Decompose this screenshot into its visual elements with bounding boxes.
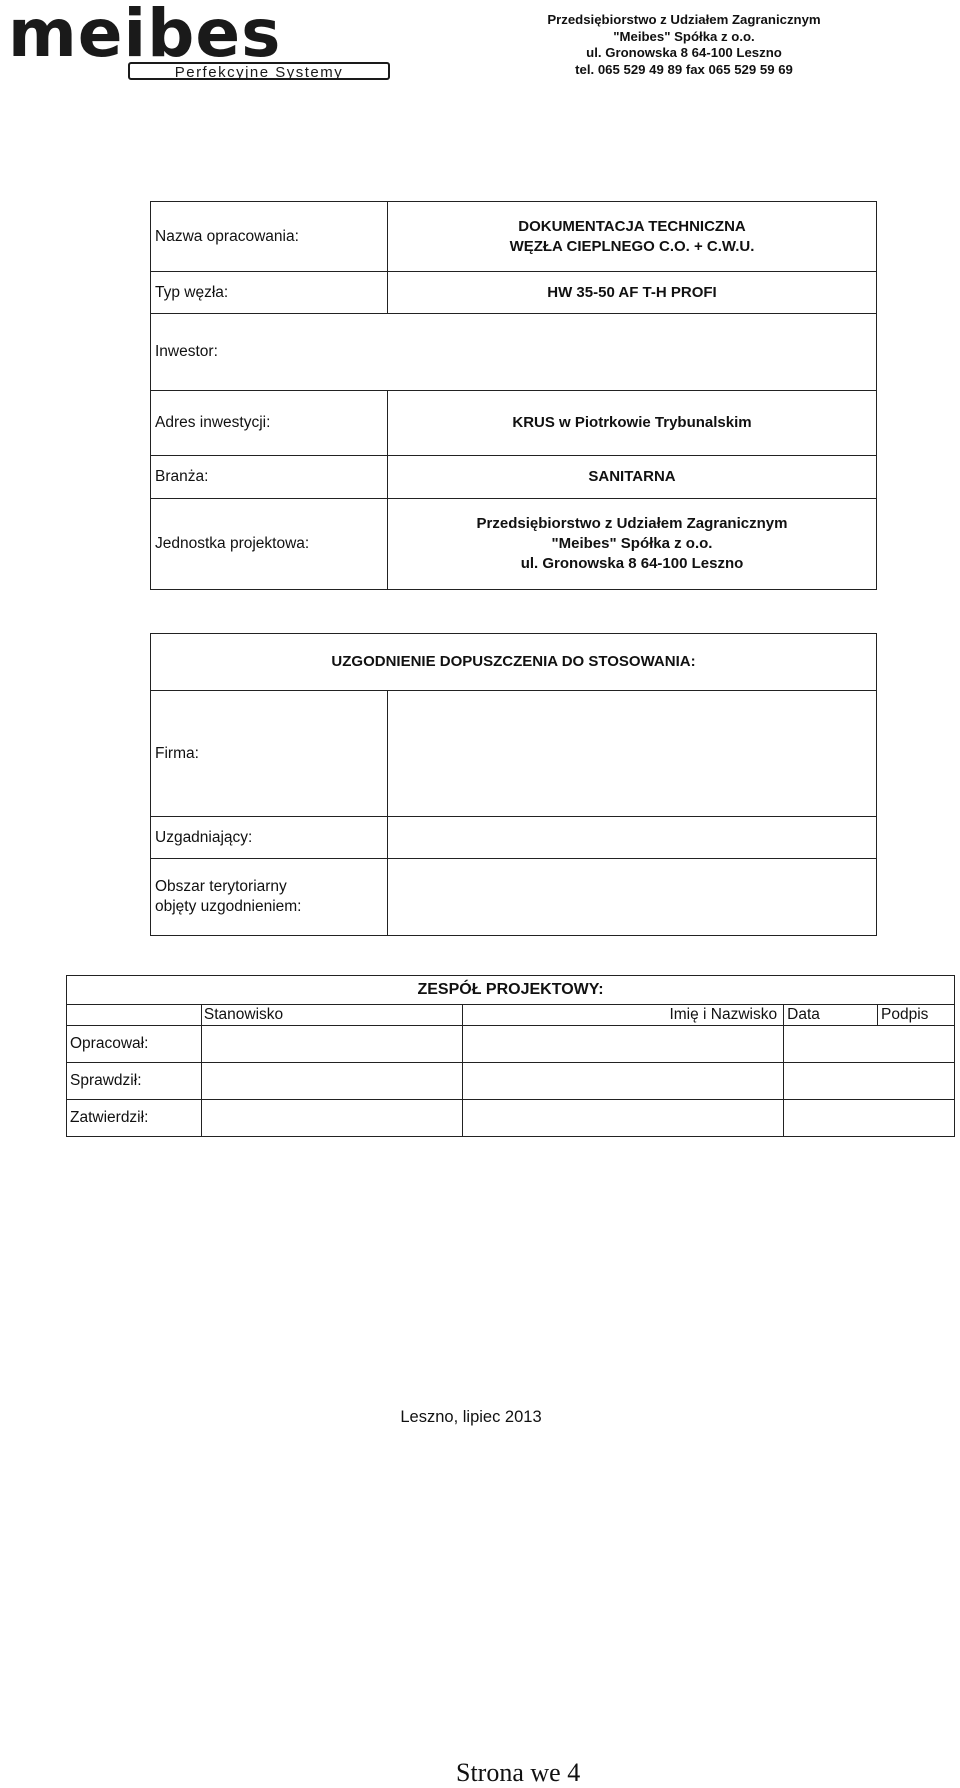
- jednostka-line-3: ul. Gronowska 8 64-100 Leszno: [520, 555, 744, 572]
- table-row: [151, 634, 877, 691]
- obszar-label: [151, 859, 388, 936]
- cell-input[interactable]: [201, 1100, 462, 1137]
- design-team-table: [66, 975, 955, 1137]
- row-opracowal: Opracował:: [67, 1026, 202, 1063]
- cell-input[interactable]: [784, 1063, 955, 1100]
- nazwa-value: [388, 202, 877, 272]
- col-stanowisko: Stanowisko: [201, 1005, 462, 1026]
- nazwa-value-line-2: WĘZŁA CIEPLNEGO C.O. + C.W.U.: [509, 237, 755, 255]
- table-row: [67, 1063, 955, 1100]
- obszar-label-line-1: Obszar terytoriarny: [155, 878, 287, 895]
- cell-input[interactable]: [784, 1100, 955, 1137]
- uzgadniajacy-field[interactable]: [388, 817, 877, 859]
- row-zatwierdzil: Zatwierdził:: [67, 1100, 202, 1137]
- cell-input[interactable]: [201, 1026, 462, 1063]
- agreement-title: UZGODNIENIE DOPUSZCZENIA DO STOSOWANIA:: [151, 634, 877, 691]
- jednostka-label: Jednostka projektowa:: [151, 499, 388, 590]
- firma-label: Firma:: [151, 691, 388, 817]
- table-header-row: [67, 1005, 955, 1026]
- cell-input[interactable]: [201, 1063, 462, 1100]
- company-street-line: ul. Gronowska 8 64-100 Leszno: [586, 45, 782, 60]
- nazwa-label: Nazwa opracowania:: [151, 202, 388, 272]
- team-corner-cell: [67, 1005, 202, 1026]
- jednostka-line-1: Przedsiębiorstwo z Udziałem Zagranicznym: [476, 515, 788, 532]
- inwestor-label: Inwestor:: [151, 314, 877, 391]
- row-sprawdzil: Sprawdził:: [67, 1063, 202, 1100]
- table-row: [151, 391, 877, 456]
- table-row: [151, 817, 877, 859]
- col-imie-nazwisko: Imię i Nazwisko: [462, 1005, 784, 1026]
- col-data: Data: [784, 1005, 878, 1026]
- adres-label: Adres inwestycji:: [151, 391, 388, 456]
- table-row: [67, 1100, 955, 1137]
- table-row: [151, 202, 877, 272]
- cell-input[interactable]: [462, 1100, 784, 1137]
- typ-value: HW 35-50 AF T-H PROFI: [388, 272, 877, 314]
- branza-value: SANITARNA: [388, 456, 877, 499]
- obszar-field[interactable]: [388, 859, 877, 936]
- logo-tagline: Perfekcyjne Systemy: [128, 62, 390, 80]
- jednostka-line-2: "Meibes" Spółka z o.o.: [551, 535, 713, 552]
- nazwa-value-line-1: DOKUMENTACJA TECHNICZNA: [518, 217, 746, 235]
- project-info-table: [150, 201, 877, 590]
- cell-input[interactable]: [462, 1063, 784, 1100]
- company-logo: [8, 0, 388, 82]
- table-row: [151, 272, 877, 314]
- obszar-label-line-2: objęty uzgodnieniem:: [155, 898, 302, 915]
- table-row: [151, 859, 877, 936]
- firma-field[interactable]: [388, 691, 877, 817]
- company-legal-line: "Meibes" Spółka z o.o.: [613, 28, 755, 44]
- company-name-line: Przedsiębiorstwo z Udziałem Zagranicznym: [547, 12, 821, 27]
- table-row: [67, 1026, 955, 1063]
- table-row: [151, 456, 877, 499]
- agreement-table: [150, 633, 877, 936]
- typ-label: Typ węzła:: [151, 272, 388, 314]
- adres-value: KRUS w Piotrkowie Trybunalskim: [388, 391, 877, 456]
- table-row: [151, 691, 877, 817]
- branza-label: Branża:: [151, 456, 388, 499]
- cell-input[interactable]: [784, 1026, 955, 1063]
- page-footer: Strona we 4: [456, 1758, 581, 1787]
- cell-input[interactable]: [462, 1026, 784, 1063]
- table-row: [151, 499, 877, 590]
- logo-wordmark: meibes: [8, 0, 282, 72]
- col-podpis: Podpis: [878, 1005, 955, 1026]
- table-row: [67, 976, 955, 1005]
- place-date: Leszno, lipiec 2013: [400, 1408, 542, 1426]
- team-title: ZESPÓŁ PROJEKTOWY:: [67, 976, 955, 1005]
- company-phone-line: tel. 065 529 49 89 fax 065 529 59 69: [575, 61, 793, 77]
- jednostka-value: [388, 499, 877, 590]
- uzgadniajacy-label: Uzgadniający:: [151, 817, 388, 859]
- company-address-block: [504, 12, 864, 78]
- table-row: [151, 314, 877, 391]
